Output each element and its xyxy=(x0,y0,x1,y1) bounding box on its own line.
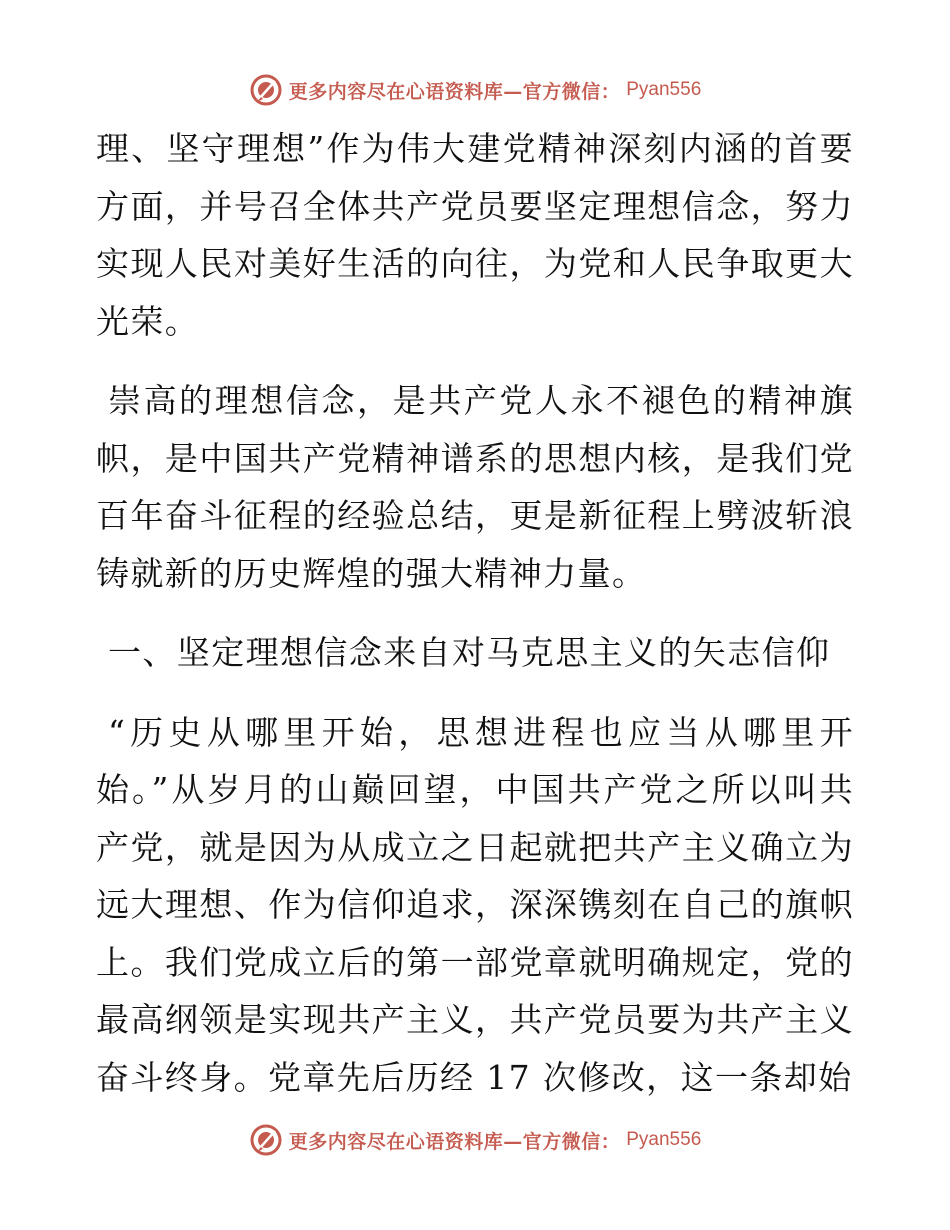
paragraph-1: 理、坚守理想”作为伟大建党精神深刻内涵的首要方面，并号召全体共产党员要坚定理想信念，努力实现人民对美好生活的向往，为党和人民争取更大光荣。 xyxy=(96,129,854,341)
paragraph-3: “历史从哪里开始，思想进程也应当从哪里开始。”从岁月的山巅回望，中国共产党之所以叫共产党，就是因为从成立之日起就把共产主义确立为远大理想、作为信仰追求，深深镌刻在自己的旗帜上。我们党成立后的第一部党章就明确规定，党的最高纲领是实现共产主义，共产党员要为共产主义奋斗终身。党章先后历经 17 次修改，这一条却始 xyxy=(96,712,854,1097)
paragraph-2: 崇高的理想信念，是共产党人永不褪色的精神旗帜，是中国共产党精神谱系的思想内核，是我们党百年奋斗征程的经验总结，更是新征程上劈波斩浪铸就新的历史辉煌的强大精神力量。 xyxy=(96,381,854,593)
pen-circle-logo-icon xyxy=(249,73,283,107)
footer-banner xyxy=(0,1120,950,1160)
header-banner xyxy=(0,70,950,110)
header-banner-handle: Pyan556 xyxy=(626,79,702,100)
section-heading: 一、坚定理想信念来自对马克思主义的矢志信仰 xyxy=(108,633,831,672)
header-banner-text: 更多内容尽在心语资料库—官方微信： xyxy=(288,80,621,103)
pen-circle-logo-icon xyxy=(249,1123,283,1157)
footer-banner-handle: Pyan556 xyxy=(626,1129,702,1150)
footer-banner-text: 更多内容尽在心语资料库—官方微信： xyxy=(288,1130,621,1153)
document-body xyxy=(96,120,854,1128)
